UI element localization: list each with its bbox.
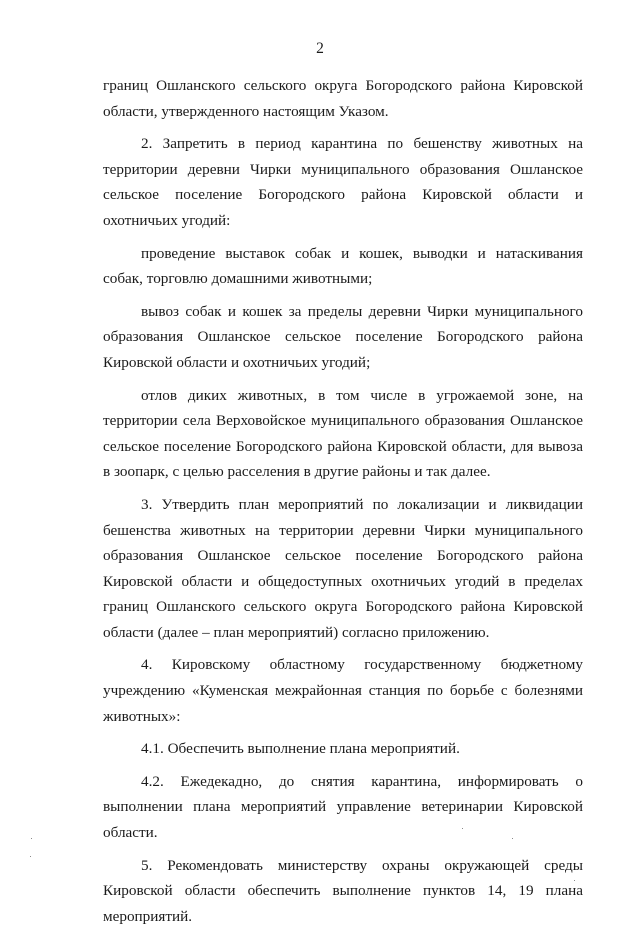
document-body	[103, 73, 583, 936]
page-number: 2	[316, 40, 324, 57]
paragraph-subitem-exhibitions: проведение выставок собак и кошек, выводки и натаскивания собак, торговлю домашними животными;	[103, 244, 583, 288]
paragraph-item-5: 5. Рекомендовать министерству охраны окружающей среды Кировской области обеспечить выполнение пунктов 14, 19 плана мероприятий.	[103, 856, 583, 925]
paragraph-item-4-1: 4.1. Обеспечить выполнение плана мероприятий.	[141, 740, 460, 758]
paragraph-item-4: 4. Кировскому областному государственному бюджетному учреждению «Куменская межрайонная станция по борьбе с болезнями животных»:	[103, 656, 583, 725]
paragraph-subitem-export: вывоз собак и кошек за пределы деревни Чирки муниципального образования Ошланское сельское поселение Богородского района Кировской области и охотничьих угодий;	[103, 302, 583, 371]
paragraph-item-3: 3. Утвердить план мероприятий по локализации и ликвидации бешенства животных на территории деревни Чирки муниципального образования Ошланское сельское поселение Богородского района Кировской области и общедоступных охотничьих угодий в пределах границ Ошланского сельского округа Богородского района Кировской области (далее – план мероприятий) согласно приложению.	[103, 495, 583, 641]
paragraph-continuation: границ Ошланского сельского округа Богородского района Кировской области, утвержденного настоящим Указом.	[103, 77, 583, 120]
paragraph-item-4-2: 4.2. Ежедекадно, до снятия карантина, информировать о выполнении плана мероприятий управление ветеринарии Кировской области.	[103, 772, 583, 842]
paragraph-item-2: 2. Запретить в период карантина по бешенству животных на территории деревни Чирки муниципального образования Ошланское сельское поселение Богородского района Кировской области и охотничьих угодий:	[103, 135, 583, 229]
scan-speck	[574, 880, 575, 881]
scan-speck	[30, 856, 31, 857]
scan-speck	[462, 828, 463, 829]
paragraph-subitem-capture: отлов диких животных, в том числе в угрожаемой зоне, на территории села Верховойское муниципального образования Ошланское сельское поселение Богородского района Кировской области, для вывоза в зоопарк, с целью расселения в другие районы и так далее.	[103, 386, 583, 481]
scan-speck	[31, 838, 32, 839]
scan-speck	[512, 838, 513, 839]
